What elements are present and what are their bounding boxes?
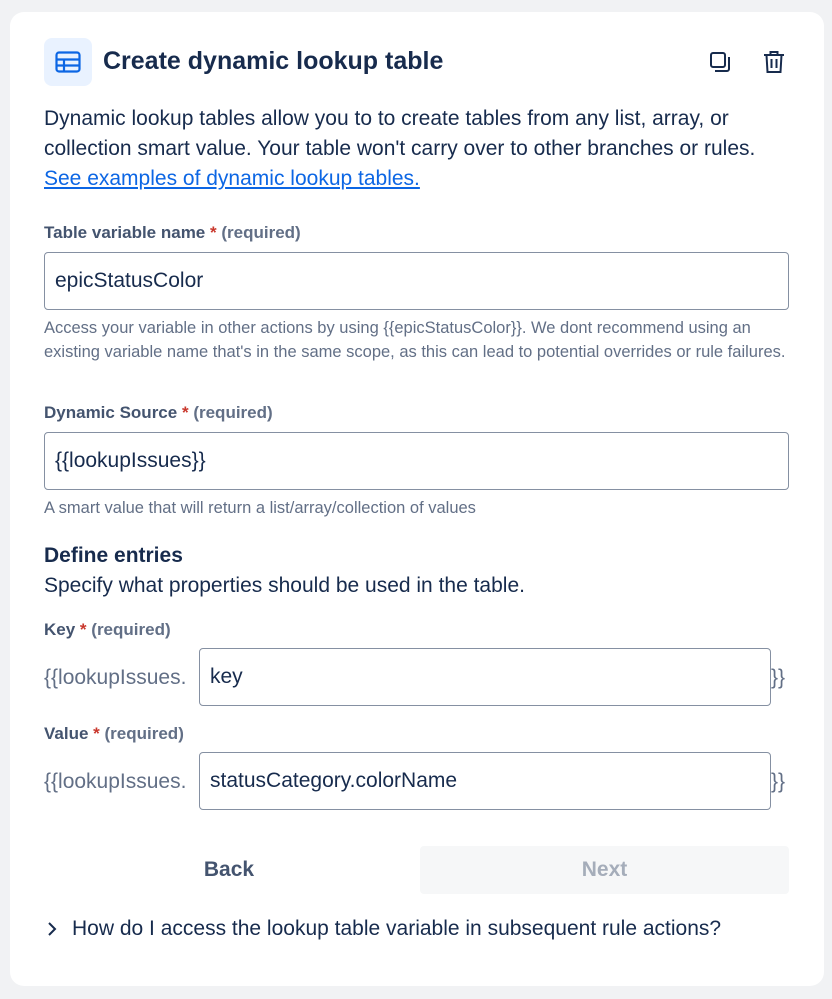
key-label	[44, 620, 171, 640]
key-suffix: }}	[771, 666, 786, 689]
define-entries-subtitle: Specify what properties should be used in the table.	[44, 574, 525, 597]
required-star: *	[79, 620, 87, 639]
value-label	[44, 724, 184, 744]
key-input[interactable]	[199, 648, 771, 706]
duplicate-icon	[708, 50, 732, 74]
value-prefix: {{lookupIssues.	[44, 770, 187, 793]
trash-icon	[763, 50, 785, 74]
table-icon	[44, 38, 92, 86]
required-text: (required)	[193, 403, 273, 422]
table-variable-help: Access your variable in other actions by using {{epicStatusColor}}. We dont recommend using an existing variable name that's in the same scope, as this can lead to potential overrides or rule failures.	[44, 319, 786, 361]
required-star: *	[181, 403, 189, 422]
dynamic-source-label	[44, 403, 273, 423]
delete-button[interactable]	[758, 46, 790, 78]
key-prefix: {{lookupIssues.	[44, 666, 187, 689]
faq-expander[interactable]	[46, 912, 721, 946]
dynamic-source-label-text: Dynamic Source	[44, 403, 178, 422]
description-text: Dynamic lookup tables allow you to to create tables from any list, array, or collection smart value. Your table won't carry over to other branches or rules.	[44, 107, 756, 160]
faq-question: How do I access the lookup table variable in subsequent rule actions?	[72, 917, 722, 940]
table-variable-input[interactable]	[44, 252, 789, 310]
chevron-right-icon	[46, 921, 68, 937]
dynamic-source-input[interactable]	[44, 432, 789, 490]
table-variable-label-text: Table variable name	[44, 223, 206, 242]
key-label-text: Key	[44, 620, 76, 639]
table-variable-label	[44, 223, 301, 243]
required-text: (required)	[221, 223, 301, 242]
required-text: (required)	[91, 620, 171, 639]
define-entries-title: Define entries	[44, 544, 183, 567]
value-suffix: }}	[771, 770, 786, 793]
duplicate-button[interactable]	[704, 46, 736, 78]
panel-header	[44, 38, 788, 86]
value-label-text: Value	[44, 724, 89, 743]
description	[44, 104, 789, 194]
required-star: *	[210, 223, 217, 242]
value-input[interactable]	[199, 752, 771, 810]
create-lookup-table-panel	[10, 12, 824, 986]
required-text: (required)	[104, 724, 184, 743]
back-button[interactable]: Back	[44, 846, 414, 894]
examples-link[interactable]: See examples of dynamic lookup tables.	[44, 167, 420, 190]
page-title: Create dynamic lookup table	[103, 47, 444, 75]
required-star: *	[93, 724, 100, 743]
next-button[interactable]: Next	[420, 846, 789, 894]
dynamic-source-help: A smart value that will return a list/array/collection of values	[44, 499, 476, 517]
